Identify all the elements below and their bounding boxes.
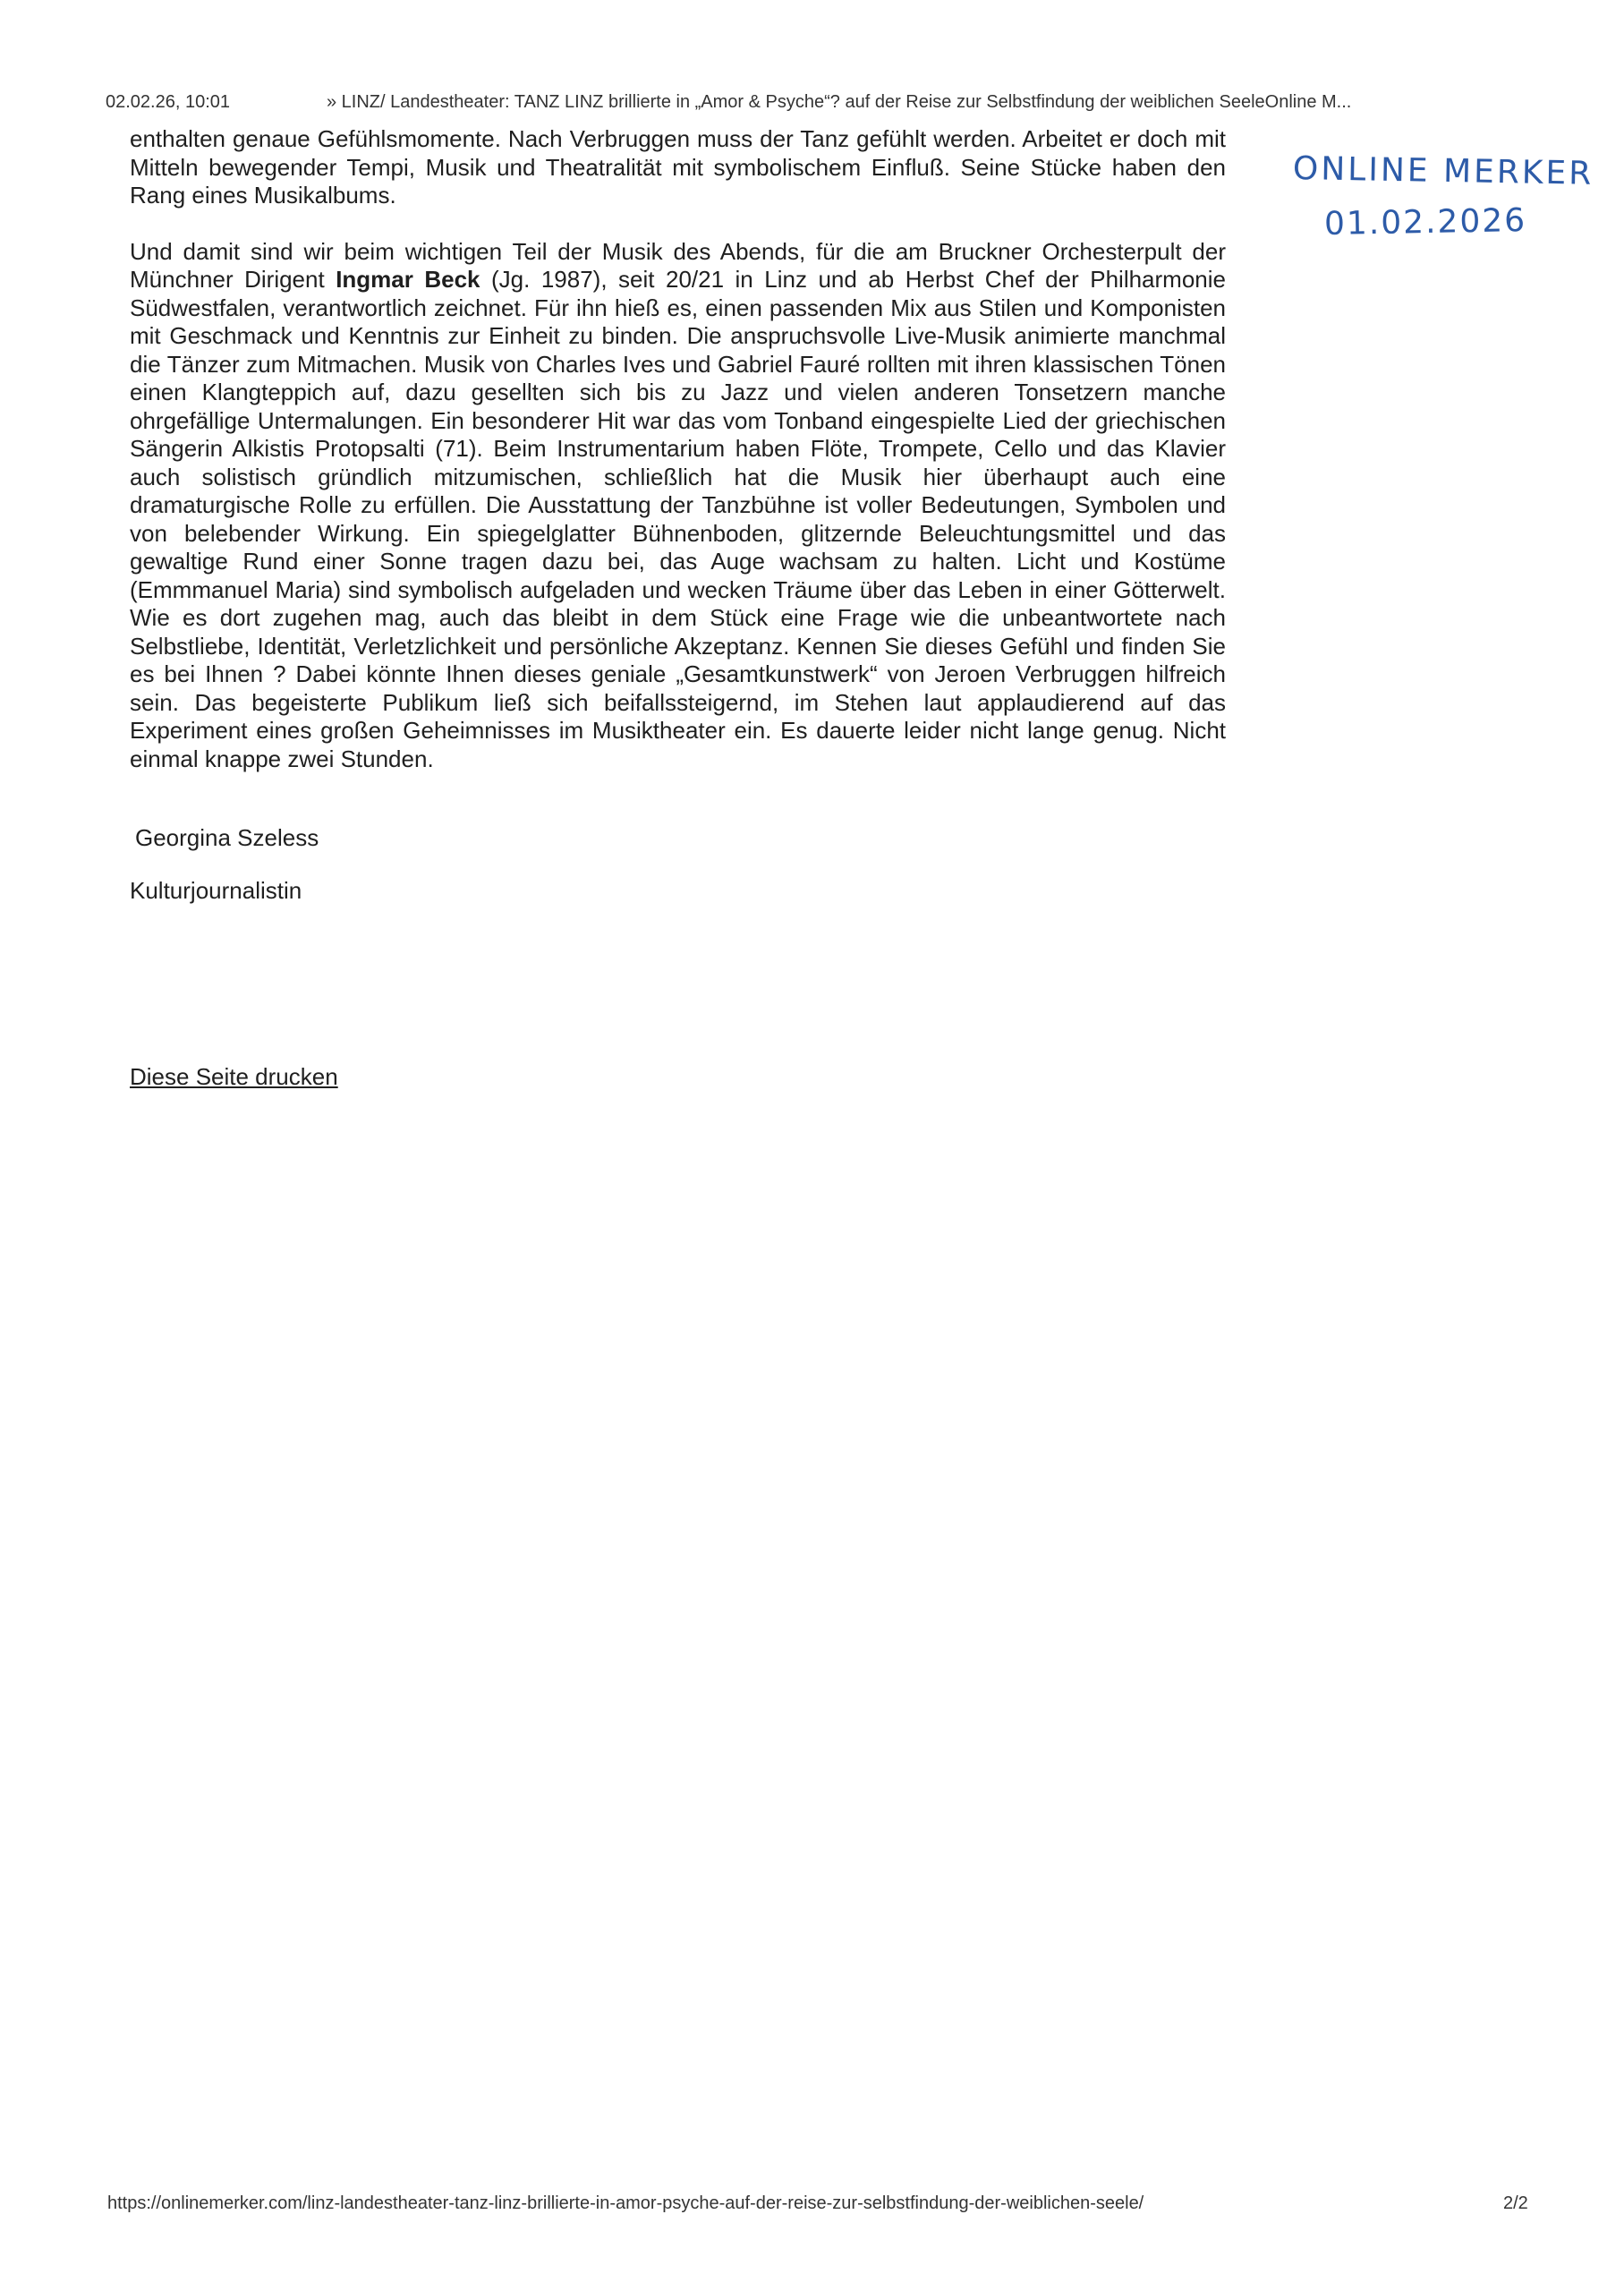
article-paragraph: enthalten genaue Gefühlsmomente. Nach Verbruggen muss der Tanz gefühlt werden. Arbeitet er doch mit Mitteln bewegender Tempi, Musik und Theatralität mit symbolischem Einfluß. Seine Stücke haben den Rang eines Musikalbums. [130,125,1226,209]
conductor-name: Ingmar Beck [336,266,480,293]
page-number: 2/2 [1503,2193,1528,2213]
print-header [0,92,1624,119]
author-name: Georgina Szeless [135,824,319,851]
header-title: » LINZ/ Landestheater: TANZ LINZ brillierte in „Amor & Psyche“? auf der Reise zur Selbstfindung der weiblichen SeeleOnline M... [327,92,1352,112]
article-paragraph [130,238,1226,774]
author-role: Kulturjournalistin [130,877,302,904]
footer-url: https://onlinemerker.com/linz-landestheater-tanz-linz-brillierte-in-amor-psyche-auf-der-reise-zur-selbstfindung-der-weiblichen-seele/ [107,2193,1144,2213]
print-page-link[interactable]: Diese Seite drucken [130,1063,338,1090]
print-footer [0,2193,1624,2220]
header-date: 02.02.26, 10:01 [106,92,231,112]
paragraph-text: (Jg. 1987), seit 20/21 in Linz und ab Herbst Chef der Philharmonie Südwestfalen, verantwortlich zeichnet. Für ihn hieß es, einen passenden Mix aus Stilen und Komponisten mit Geschmack und Kenntnis zur Einheit zu binden. Die anspruchsvolle Live-Musik animierte manchmal die Tänzer zum Mitmachen. Musik von Charles Ives und Gabriel Fauré rollten mit ihren klassischen Tönen einen Klangteppich auf, dazu gesellten sich bis zu Jazz und vielen anderen Tonsetzern manche ohrgefällige Untermalungen. Ein besonderer Hit war das vom Tonband eingespielte Lied der griechischen Sängerin Alkistis Protopsalti (71). Beim Instrumentarium haben Flöte, Trompete, Cello und das Klavier auch solistisch gründlich mitzumischen, schließlich hat die Musik hier überhaupt auch eine dramaturgische Rolle zu erfüllen. Die Ausstattung der Tanzbühne ist voller Bedeutungen, Symbolen und von belebender Wirkung. Ein spiegelglatter Bühnenboden, glitzernde Beleuchtungsmittel und das gewaltige Rund einer Sonne tragen dazu bei, das Auge wachsam zu halten. Licht und Kostüme (Emmmanuel Maria) sind symbolisch aufgeladen und wecken Träume über das Leben in einer Götterwelt. Wie es dort zugehen mag, auch das bleibt in dem Stück eine Frage wie die unbeantwortete nach Selbstliebe, Identität, Verletzlichkeit und persönliche Akzeptanz. Kennen Sie dieses Gefühl und finden Sie es bei Ihnen ? Dabei könnte Ihnen dieses geniale „Gesamtkunstwerk“ von Jeroen Verbruggen hilfreich sein. Das begeisterte Publikum ließ sich beifallssteigernd, im Stehen laut applaudierend auf das Experiment eines großen Geheimnisses im Musiktheater ein. Es dauerte leider nicht lange genug. Nicht einmal knappe zwei Stunden. [130,266,1226,772]
article-body [130,125,1226,773]
handwritten-source-note: ONLINE MERKER [1292,150,1594,192]
paragraph-text: Und damit sind wir beim wichtigen Teil der Musik des Abends, für die am Bruckner Orchesterpult der Münchner Dirigent [130,237,1226,293]
handwritten-date-note: 01.02.2026 [1323,202,1527,243]
